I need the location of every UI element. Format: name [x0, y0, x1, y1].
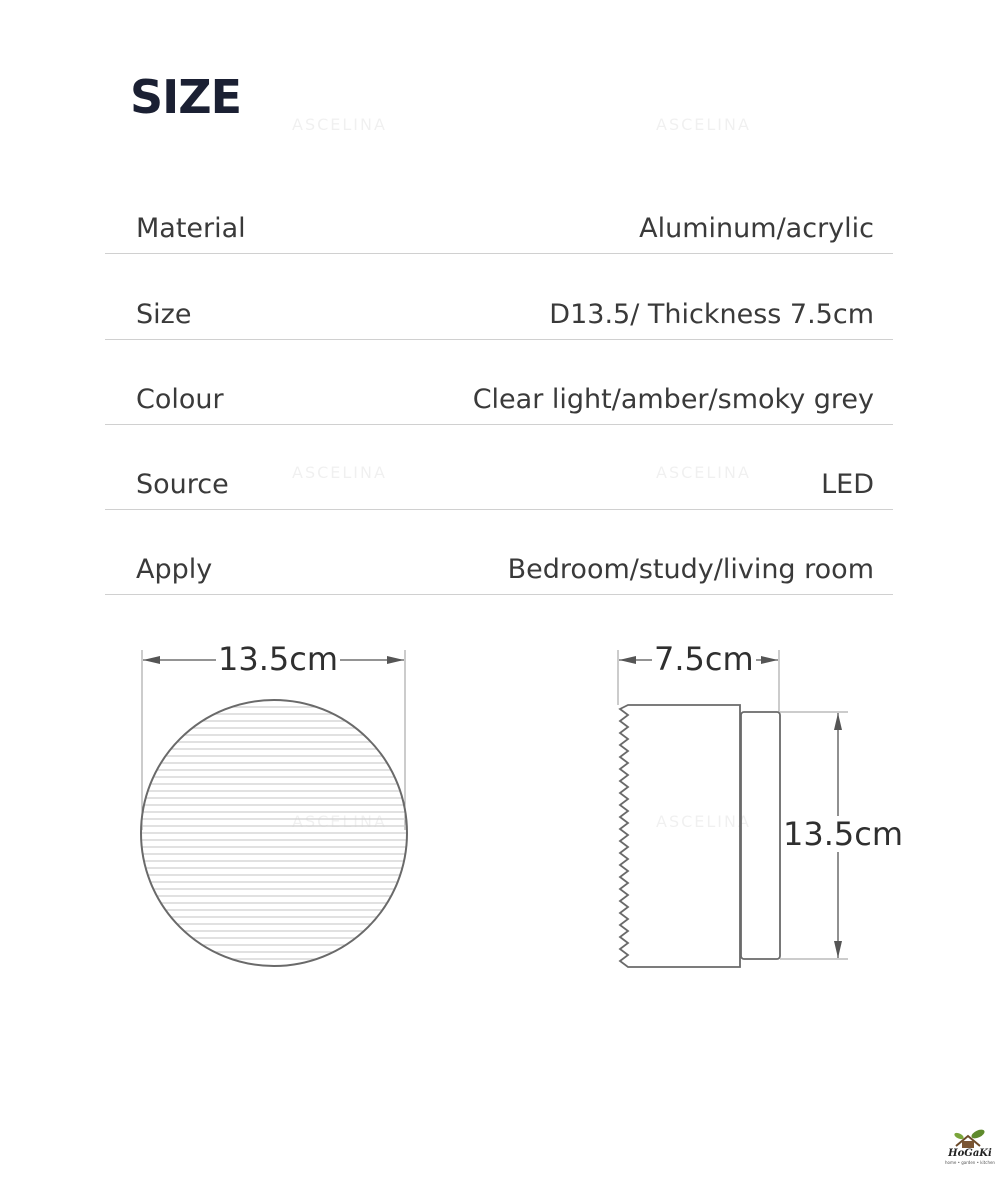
- house-leaf-icon: [942, 1128, 998, 1150]
- page-title: SIZE: [130, 70, 242, 124]
- spec-label: Source: [136, 469, 229, 500]
- watermark: ASCELINA: [292, 463, 387, 482]
- watermark: ASCELINA: [292, 115, 387, 134]
- brand-logo: [942, 1128, 998, 1168]
- spec-label: Material: [136, 213, 246, 244]
- arrowhead: [619, 656, 636, 664]
- spec-row-material: [105, 213, 893, 254]
- arrowhead: [761, 656, 778, 664]
- watermark: ASCELINA: [292, 812, 387, 831]
- spec-row-colour: [105, 384, 893, 425]
- lamp-backplate-side: [741, 712, 780, 959]
- watermark: ASCELINA: [656, 463, 751, 482]
- watermark: ASCELINA: [656, 115, 751, 134]
- spec-row-size: [105, 299, 893, 340]
- spec-label: Apply: [136, 554, 213, 585]
- front-width-label: 13.5cm: [218, 640, 339, 678]
- spec-row-apply: [105, 554, 893, 595]
- spec-value: LED: [821, 469, 874, 500]
- spec-label: Size: [136, 299, 192, 330]
- spec-value: Clear light/amber/smoky grey: [472, 384, 874, 415]
- watermark: ASCELINA: [656, 812, 751, 831]
- lens-stripes: [140, 700, 408, 966]
- lamp-body-side: [620, 705, 740, 967]
- arrowhead: [834, 713, 842, 730]
- arrowhead: [834, 941, 842, 958]
- side-depth-label: 7.5cm: [654, 640, 754, 678]
- logo-tagline: home • garden • kitchen: [945, 1160, 995, 1165]
- spec-row-source: [105, 469, 893, 510]
- spec-value: D13.5/ Thickness 7.5cm: [549, 299, 874, 330]
- arrowhead: [143, 656, 160, 664]
- arrowhead: [387, 656, 404, 664]
- lamp-front-circle: [141, 700, 407, 966]
- side-height-label: 13.5cm: [783, 815, 904, 853]
- logo-name: HoGaKi: [948, 1148, 992, 1159]
- spec-value: Aluminum/acrylic: [639, 213, 874, 244]
- spec-label: Colour: [136, 384, 224, 415]
- spec-value: Bedroom/study/living room: [507, 554, 874, 585]
